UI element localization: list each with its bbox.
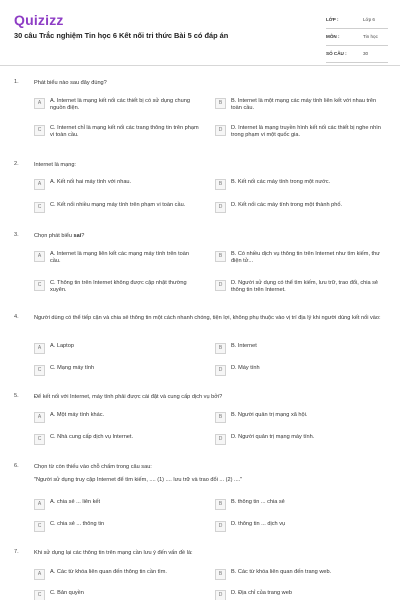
option-letter-box: C — [34, 280, 45, 291]
question-emphasis: sai — [73, 233, 82, 239]
option-text: A. chia sẻ ... liên kết — [50, 499, 101, 505]
option-letter-box: B — [215, 569, 226, 580]
option-text: D. Internet là mạng truyền hình kết nối các thiết bị nghe nhìn trong phạm vi một quốc gia. — [231, 125, 381, 139]
option-text: A. Laptop — [50, 343, 74, 349]
option-text: D. Người quản trị mạng máy tính. — [231, 434, 315, 440]
option-letter-box: C — [34, 434, 45, 445]
option-text: D. thông tin ... dịch vụ — [231, 521, 286, 527]
option-text: C. Bản quyền — [50, 590, 84, 596]
option-text: D. Người sử dụng có thể tìm kiếm, lưu trữ, trao đổi, chia sẻ thông tin trên Internet. — [231, 280, 379, 294]
option-letter-box: D — [215, 521, 226, 532]
option-text: A. Internet là mạng liên kết các mạng máy tính trên toàn cầu. — [50, 251, 189, 265]
option-text: B. thông tin ... chia sẻ — [231, 499, 285, 505]
option-text: B. Có nhiều dịch vụ thông tin trên Internet như tìm kiếm, thư điện tử... — [231, 251, 380, 265]
question-number: 3. — [14, 232, 19, 238]
question-number: 7. — [14, 549, 19, 555]
question-text: Khi sử dụng lại các thông tin trên mạng cần lưu ý đến vấn đề là: — [34, 550, 193, 556]
option-letter-box: C — [34, 202, 45, 213]
question-number: 4. — [14, 314, 19, 320]
option-letter-box: D — [215, 280, 226, 291]
question-quote: "Người sử dụng truy cập Internet để tìm kiếm, .... (1) .... lưu trữ và trao đổi ... (2) ...." — [34, 477, 243, 483]
option-letter-box: D — [215, 202, 226, 213]
page-title: 30 câu Trắc nghiệm Tin học 6 Kết nối tri thức Bài 5 có đáp án — [14, 31, 229, 40]
option-text: B. Kết nối các máy tính trong một nước. — [231, 179, 331, 185]
option-letter-box: B — [215, 251, 226, 262]
option-letter-box: A — [34, 343, 45, 354]
option-text: C. Kết nối nhiều mạng máy tính trên phạm vi toàn cầu. — [50, 202, 186, 208]
option-text: A. Internet là mạng kết nối các thiết bị có sử dụng chung nguồn điện. — [50, 98, 190, 112]
option-text: D. Kết nối các máy tính trong một thành phố. — [231, 202, 343, 208]
option-letter-box: A — [34, 179, 45, 190]
option-letter-box: A — [34, 98, 45, 109]
meta-label: LỚP : — [326, 17, 339, 22]
option-text: B. Internet — [231, 343, 257, 349]
meta-row-count — [326, 46, 388, 63]
question-number: 2. — [14, 161, 19, 167]
meta-label: SỐ CÂU : — [326, 51, 347, 56]
question-text: Chọn từ còn thiếu vào chỗ chấm trong câu sau: — [34, 464, 152, 470]
meta-label: MÔN : — [326, 34, 340, 39]
option-text: B. Internet là một mạng các máy tính liên kết với nhau trên toàn cầu. — [231, 98, 377, 112]
option-letter-box: D — [215, 590, 226, 600]
option-letter-box: A — [34, 412, 45, 423]
option-text: C. Internet chỉ là mạng kết nối các trang thông tin trên phạm vi toàn cầu. — [50, 125, 199, 139]
question-text-part: ? — [81, 233, 85, 239]
question-number: 6. — [14, 463, 19, 469]
question-text-part: Chọn phát biểu — [34, 233, 74, 239]
option-letter-box: B — [215, 179, 226, 190]
question-number: 5. — [14, 393, 19, 399]
meta-value: Tin học — [363, 34, 378, 39]
option-text: B. Người quản trị mạng xã hội. — [231, 412, 308, 418]
meta-row-subject — [326, 29, 388, 46]
meta-value: Lớp 6 — [363, 17, 375, 22]
option-text: A. Các từ khóa liên quan đến thông tin cần tìm. — [50, 569, 167, 575]
option-letter-box: B — [215, 98, 226, 109]
option-letter-box: A — [34, 251, 45, 262]
option-text: C. chia sẻ ... thông tin — [50, 521, 105, 527]
question-number: 1. — [14, 79, 19, 85]
option-letter-box: D — [215, 125, 226, 136]
meta-value: 30 — [363, 51, 369, 56]
option-text: B. Các từ khóa liên quan đến trang web. — [231, 569, 332, 575]
question-text: Phát biểu nào sau đây đúng? — [34, 80, 107, 86]
option-letter-box: C — [34, 521, 45, 532]
option-letter-box: D — [215, 365, 226, 376]
option-text: D. Địa chỉ của trang web — [231, 590, 292, 596]
option-text: A. Một máy tính khác. — [50, 412, 105, 418]
option-text: C. Thông tin trên Internet không được cập nhật thường xuyên. — [50, 280, 187, 294]
question-text: Người dùng có thể tiếp cận và chia sẻ thông tin một cách nhanh chóng, tiện lợi, không phụ thuộc vào vị trí địa lý khi người dùng kết nối vào: — [34, 315, 381, 321]
option-letter-box: C — [34, 365, 45, 376]
question-text: Internet là mạng: — [34, 162, 76, 168]
option-letter-box: B — [215, 499, 226, 510]
option-text: C. Nhà cung cấp dịch vụ Internet. — [50, 434, 134, 440]
header-divider — [0, 65, 400, 66]
document-header — [0, 0, 400, 66]
option-letter-box: C — [34, 590, 45, 600]
option-text: A. Kết nối hai máy tính với nhau. — [50, 179, 132, 185]
question-text — [34, 232, 389, 240]
option-letter-box: D — [215, 434, 226, 445]
question-text: Để kết nối với Internet, máy tính phải được cài đặt và cung cấp dịch vụ bởi? — [34, 394, 223, 400]
option-letter-box: B — [215, 343, 226, 354]
quizizz-logo[interactable]: Quizizz — [14, 12, 64, 28]
option-letter-box: A — [34, 499, 45, 510]
option-letter-box: B — [215, 412, 226, 423]
meta-row-grade — [326, 12, 388, 29]
option-letter-box: C — [34, 125, 45, 136]
option-text: C. Mạng máy tính — [50, 365, 95, 371]
option-letter-box: A — [34, 569, 45, 580]
option-text: D. Máy tính — [231, 365, 260, 371]
